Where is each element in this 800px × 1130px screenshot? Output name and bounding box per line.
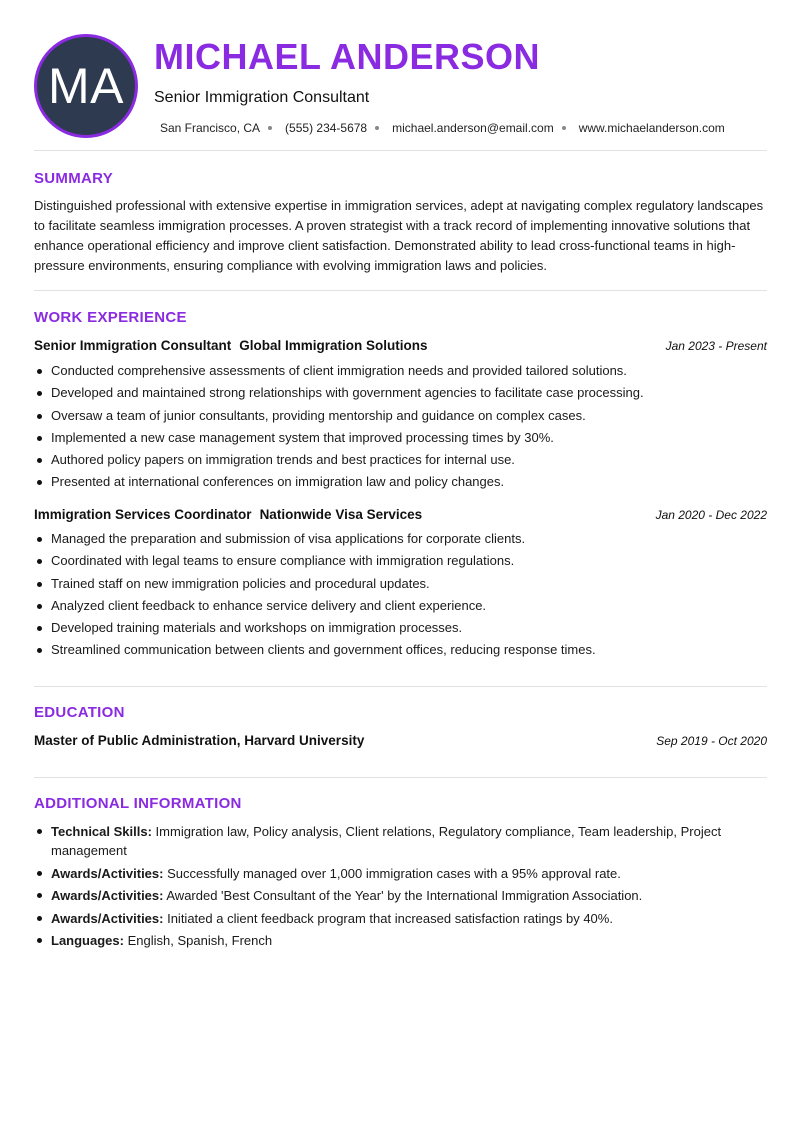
list-item: Conducted comprehensive assessments of client immigration needs and provided tailored solutions.	[34, 360, 767, 382]
item-label: Awards/Activities:	[51, 865, 164, 881]
contact-bar	[160, 120, 725, 136]
job-header	[34, 507, 767, 522]
list-item	[34, 864, 767, 883]
list-item	[34, 909, 767, 928]
item-label: Languages:	[51, 933, 124, 948]
list-item: Developed and maintained strong relationships with government agencies to facilitate case processing.	[34, 382, 767, 404]
list-item: Developed training materials and workshops on immigration processes.	[34, 617, 767, 639]
section-divider	[34, 686, 767, 687]
item-label: Awards/Activities:	[51, 910, 164, 926]
avatar-initials: MA	[48, 58, 124, 114]
bullet-separator-icon	[562, 126, 566, 130]
job-bullets	[34, 528, 767, 662]
list-item: Authored policy papers on immigration trends and best practices for internal use.	[34, 449, 767, 471]
job-company: Global Immigration Solutions	[239, 338, 428, 353]
list-item	[34, 931, 767, 950]
list-item: Coordinated with legal teams to ensure compliance with immigration regulations.	[34, 550, 767, 572]
job-title: Immigration Services Coordinator	[34, 507, 252, 522]
list-item: Trained staff on new immigration policies and procedural updates.	[34, 573, 767, 595]
avatar	[34, 34, 138, 138]
job-title: Senior Immigration Consultant	[34, 338, 232, 353]
job-header	[34, 338, 767, 353]
candidate-name: MICHAEL ANDERSON	[154, 36, 541, 77]
section-divider	[34, 290, 767, 291]
section-divider	[34, 150, 767, 151]
contact-location: San Francisco, CA	[160, 121, 261, 135]
item-label: Awards/Activities:	[51, 888, 164, 903]
contact-website: www.michaelanderson.com	[578, 121, 725, 135]
list-item: Implemented a new case management system that improved processing times by 30%.	[34, 427, 767, 449]
job-company: Nationwide Visa Services	[259, 507, 423, 522]
list-item	[34, 886, 767, 905]
candidate-title: Senior Immigration Consultant	[154, 89, 370, 106]
job-title-line	[34, 338, 428, 353]
list-item: Oversaw a team of junior consultants, providing mentorship and guidance on complex cases.	[34, 405, 767, 427]
education-entry	[34, 733, 767, 748]
list-item: Presented at international conferences on immigration law and policy changes.	[34, 471, 767, 493]
item-text: Successfully managed over 1,000 immigration cases with a 95% approval rate.	[167, 865, 621, 881]
summary-text: Distinguished professional with extensive expertise in immigration services, adept at navigating complex regulatory landscapes to facilitate seamless immigration processes. A proven strategist with a track record of implementing innovative solutions that enhance operational efficiency and improve client satisfaction. Demonstrated ability to lead cross-functional teams in high-pressure environments, ensuring compliance with evolving immigration laws and policies.	[34, 198, 764, 273]
experience-heading: WORK EXPERIENCE	[34, 309, 187, 326]
education-degree: Master of Public Administration, Harvard University	[34, 733, 365, 748]
bullet-separator-icon	[375, 126, 379, 130]
list-item: Managed the preparation and submission of visa applications for corporate clients.	[34, 528, 767, 550]
section-divider	[34, 777, 767, 778]
bullet-separator-icon	[268, 126, 272, 130]
list-item	[34, 822, 767, 860]
job-bullets	[34, 360, 767, 494]
contact-email: michael.anderson@email.com	[392, 121, 554, 135]
education-heading: EDUCATION	[34, 704, 125, 721]
education-dates: Sep 2019 - Oct 2020	[656, 734, 767, 748]
job-dates: Jan 2020 - Dec 2022	[655, 508, 767, 522]
list-item: Streamlined communication between clients and government offices, reducing response times.	[34, 639, 767, 661]
job-dates: Jan 2023 - Present	[665, 339, 767, 353]
list-item: Analyzed client feedback to enhance service delivery and client experience.	[34, 595, 767, 617]
summary-heading: SUMMARY	[34, 170, 114, 187]
item-text: Initiated a client feedback program that increased satisfaction ratings by 40%.	[167, 910, 613, 926]
contact-phone: (555) 234-5678	[285, 121, 368, 135]
item-text: Immigration law, Policy analysis, Client relations, Regulatory compliance, Team leadership, Project management	[51, 824, 722, 858]
item-text: Awarded 'Best Consultant of the Year' by the International Immigration Association.	[166, 888, 643, 903]
additional-list	[34, 822, 767, 954]
item-text: English, Spanish, French	[127, 933, 273, 948]
job-title-line	[34, 507, 422, 522]
item-label: Technical Skills:	[51, 824, 152, 839]
additional-heading: ADDITIONAL INFORMATION	[34, 795, 242, 812]
